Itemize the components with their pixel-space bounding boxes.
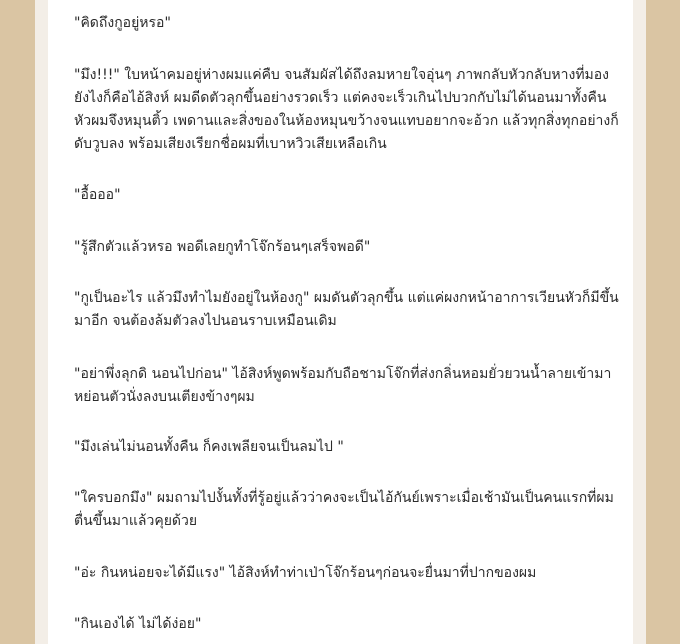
story-paragraph: "รู้สึกตัวแล้วหรอ พอดีเลยกูทำโจ๊กร้อนๆเสร็จพอดี": [74, 239, 371, 255]
story-paragraph: "ใครบอกมึง" ผมถามไปงั้นทั้งที่รู้อยู่แล้วว่าคงจะเป็นไอ้กันย์เพราะเมื่อเช้ามันเป็นคนแรกที่ผมตื่นขึ้นมาแล้วคุยด้วย: [74, 490, 614, 529]
right-background: [646, 0, 680, 644]
story-page[interactable]: [48, 0, 633, 644]
story-paragraph: "กูเป็นอะไร แล้วมึงทำไมยังอยู่ในห้องกู" ผมดันตัวลุกขึ้น แต่แค่ผงกหน้าอาการเวียนหัวก็มีขึ้นมาอีก จนต้องล้มตัวลงไปนอนราบเหมือนเดิม: [74, 290, 619, 329]
right-margin: [633, 0, 646, 644]
left-background: [0, 0, 35, 644]
story-paragraph: "มึงเล่นไม่นอนทั้งคืน ก็คงเพลียจนเป็นลมไป ": [74, 439, 344, 455]
story-paragraph: "คิดถึงกูอยู่หรอ": [74, 15, 171, 31]
story-paragraph: "อ่ะ กินหน่อยจะได้มีแรง" ไอ้สิงห์ทำท่าเป่าโจ๊กร้อนๆก่อนจะยื่นมาที่ปากของผม: [74, 565, 537, 581]
story-paragraph: "กินเองได้ ไม่ได้ง่อย": [74, 616, 202, 632]
story-paragraph: "มึง!!!" ใบหน้าคมอยู่ห่างผมแค่คืบ จนสัมผัสได้ถึงลมหายใจอุ่นๆ ภาพกลับหัวกลับหางที่มองยังไงก็คือไอ้สิงห์ ผมดีดตัวลุกขึ้นอย่างรวดเร็ว แต่คงจะเร็วเกินไปบวกกับไม่ได้นอนมาทั้งคืน หัวผมจึงหมุนติ้ว เพดานและสิ่งของในห้องหมุนขว้างจนแทบอยากจะอ้วก แล้วทุกสิ่งทุกอย่างก็ดับวูบลง พร้อมเสียงเรียกชื่อผมที่เบาหวิวเสียเหลือเกิน: [74, 67, 619, 152]
story-paragraph: "อย่าพึ่งลุกดิ นอนไปก่อน" ไอ้สิงห์พูดพร้อมกับถือชามโจ๊กที่ส่งกลิ่นหอมยั่วยวนน้ำลายเข้ามาหย่อนตัวนั่งลงบนเตียงข้างๆผม: [74, 366, 612, 405]
left-margin: [35, 0, 48, 644]
story-paragraph: "อื้อออ": [74, 187, 121, 203]
